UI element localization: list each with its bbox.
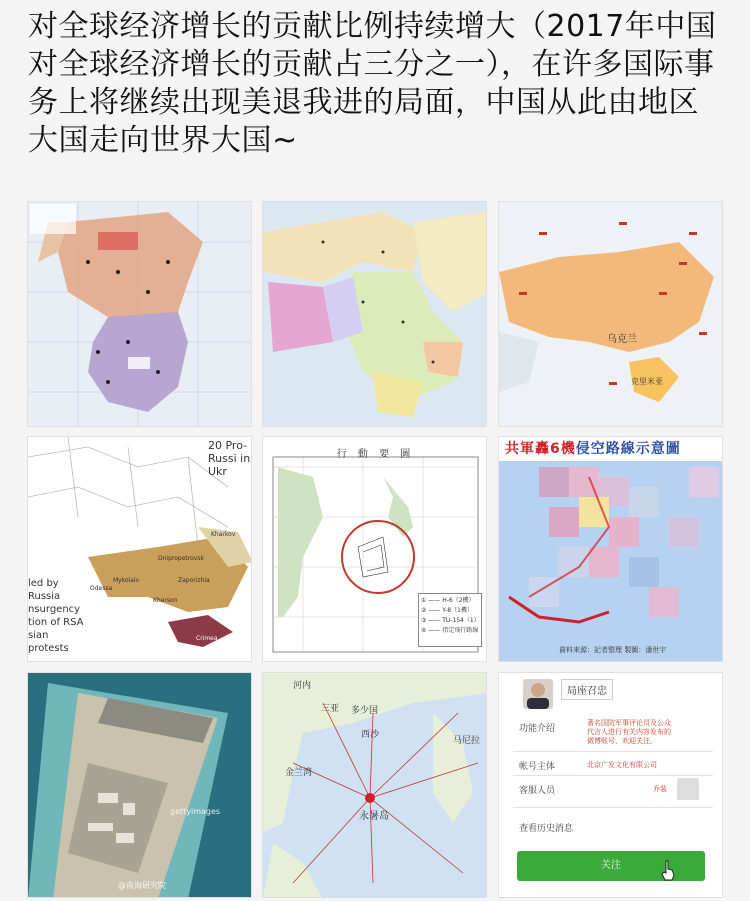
- legend-item: ③ —— TU-154（1）: [421, 617, 480, 624]
- field-value: 北京广发文化有限公司: [587, 761, 657, 769]
- graphic-title: [499, 437, 723, 461]
- place-label: Mykolaiv: [113, 577, 140, 584]
- image-tile-flight-route-map[interactable]: [262, 436, 487, 662]
- korea-map-graphic: [28, 202, 252, 427]
- center-label: 永暑岛: [359, 811, 389, 822]
- place-label: 马尼拉: [453, 736, 481, 746]
- field-label: 客服人员: [519, 786, 556, 796]
- image-tile-pro-russia-map[interactable]: [27, 436, 252, 662]
- image-tile-middle-east-map[interactable]: [262, 201, 487, 427]
- place-label: Dnipropetrovsk: [158, 555, 204, 562]
- place-label: 西沙: [361, 730, 380, 740]
- divider: [513, 807, 713, 808]
- map-header: 行 動 要 圖: [336, 449, 415, 460]
- place-label: 三亚: [321, 704, 340, 714]
- thumbnail: [677, 778, 699, 800]
- bomber-route-graphic: [499, 437, 723, 662]
- watermark: gettyimages: [170, 807, 221, 816]
- legend-item: ② —— Y-8（1機）: [421, 607, 473, 614]
- post-text: 对全球经济增长的贡献比例持续增大（2017年中国对全球经济增长的贡献占三分之一），在许多国际事务上将继续出现美退我进的局面，中国从此由地区大国走向世界大国~: [28, 9, 717, 158]
- title-red: 共軍轟6機: [505, 441, 576, 457]
- place-label: 金兰湾: [285, 768, 313, 778]
- field-label: 帐号主体: [519, 762, 556, 772]
- image-tile-south-china-sea-map[interactable]: [262, 672, 487, 898]
- place-label: 多少国: [351, 706, 379, 716]
- field-value: 乔装: [653, 785, 667, 793]
- field-label: 功能介绍: [519, 724, 556, 734]
- place-label: Crimea: [196, 635, 218, 642]
- place-label: Kherson: [153, 597, 178, 604]
- image-tile-satellite-island[interactable]: [27, 672, 252, 898]
- place-label: 河内: [293, 681, 312, 691]
- map-title: 20 Pro-Russi in Ukr: [208, 439, 251, 478]
- title-blue: 侵空路線示意圖: [575, 441, 681, 457]
- image-tile-ukraine-map[interactable]: [498, 201, 723, 427]
- image-tile-korea-map[interactable]: [27, 201, 252, 427]
- ukraine-map-graphic: [499, 202, 723, 427]
- map-legend: [418, 593, 482, 647]
- follow-button[interactable]: 关注: [517, 851, 705, 881]
- image-credit: @南海研究院: [118, 881, 166, 890]
- middle-east-map-graphic: [263, 202, 487, 427]
- legend-item: ① —— H-6（2機）: [421, 597, 475, 604]
- graphic-footer: 資料來源：記者整理 製圖：潘世宇: [559, 646, 667, 654]
- account-name: 局座召忠: [561, 679, 613, 700]
- history-link[interactable]: 查看历史消息: [519, 824, 574, 834]
- hand-cursor-icon: [659, 859, 677, 881]
- city-label: 克里米亚: [631, 377, 663, 386]
- field-value: 著名国防军事评论员及公众代言人进行有关内容发布的微博账号，欢迎关注。: [587, 719, 671, 745]
- satellite-island-graphic: [28, 673, 252, 898]
- avatar: [523, 679, 553, 709]
- place-label: Zaporizhia: [178, 577, 210, 584]
- place-label: Kharkov: [211, 531, 236, 538]
- place-label: Odessa: [90, 585, 113, 592]
- person-icon: [523, 679, 553, 709]
- image-tile-bomber-route-graphic[interactable]: [498, 436, 723, 662]
- divider: [513, 775, 713, 776]
- legend-item: ④ —— 指定飛行路線: [421, 627, 479, 634]
- map-caption: led by Russia nsurgency tion of RSA sian protests: [28, 578, 84, 654]
- image-tile-weibo-profile[interactable]: [498, 672, 723, 898]
- divider: [513, 751, 713, 752]
- region-label: 乌克兰: [607, 334, 637, 345]
